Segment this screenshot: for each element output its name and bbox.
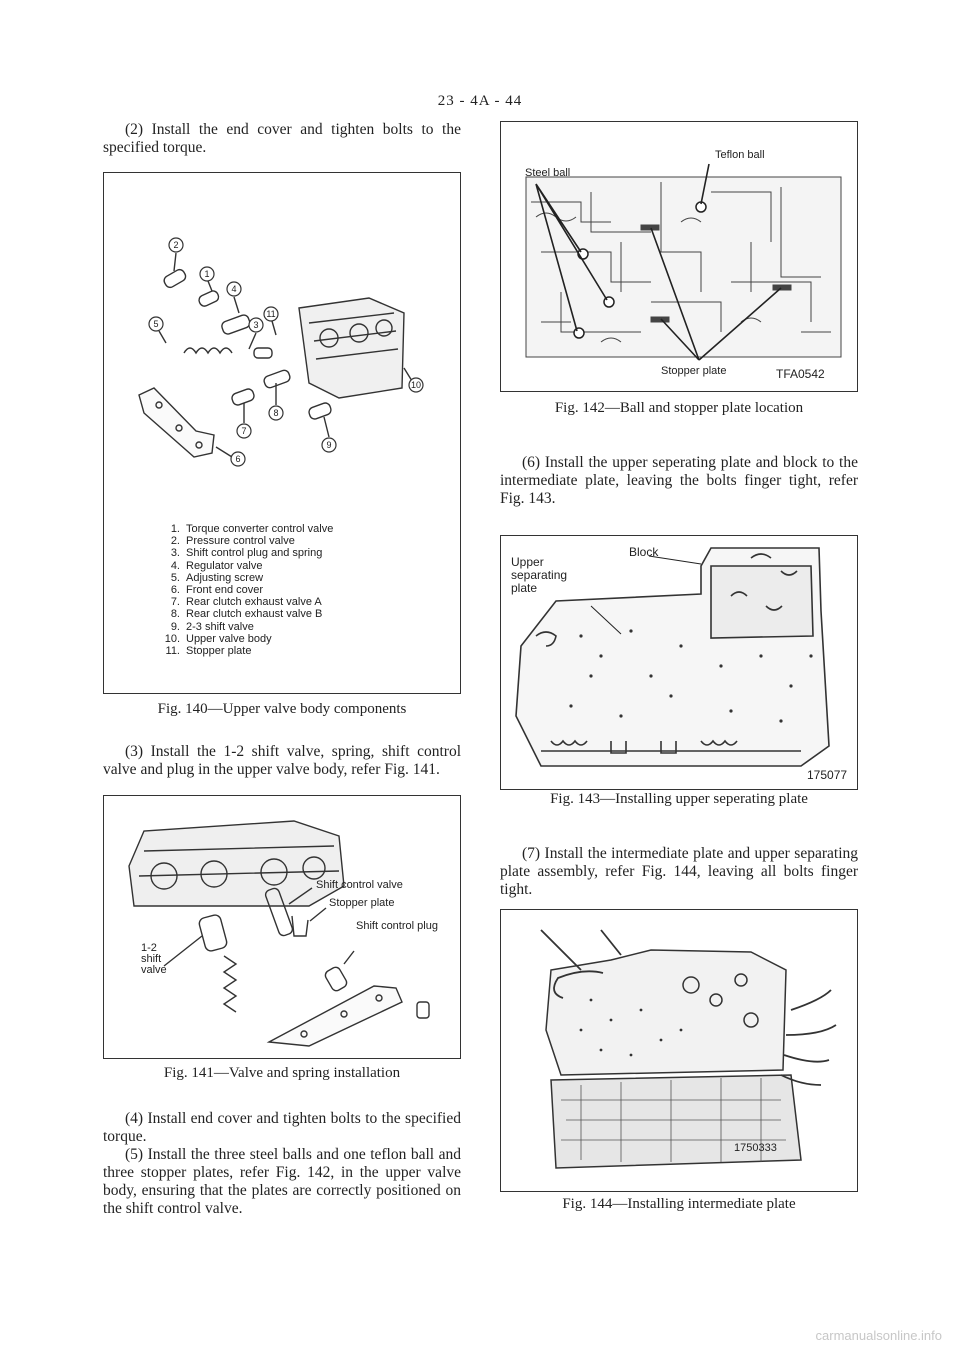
legend-item: 4. Regulator valve [170, 559, 263, 572]
figure-143-caption: Fig. 143—Installing upper seperating plate [550, 791, 808, 807]
watermark: carmanualsonline.info [815, 1328, 942, 1343]
callout-7: 7 [241, 426, 247, 436]
legend-item: 8. Rear clutch exhaust valve B [170, 608, 323, 621]
figure-143-separating-plate [500, 535, 858, 790]
paragraph-step-6: (6) Install the upper seperating plate and block to the intermediate plate, leaving the bolts finger tight, refer Fig. 143. [500, 454, 858, 507]
legend-item: 3. Shift control plug and spring [170, 547, 323, 560]
label-1-2-shift-valve: 1-2 shift valve [141, 942, 167, 976]
figure-140-upper-valve-body [103, 172, 461, 694]
ball-location-diagram [501, 122, 858, 392]
paragraph-step-4: (4) Install end cover and tighten bolts to the specified torque. [103, 1110, 461, 1145]
paragraph-step-7: (7) Install the intermediate plate and upper separating plate assembly, refer Fig. 144, leaving all bolts finger tight. [500, 845, 858, 898]
figure-142-ball-stopper [500, 121, 858, 392]
callout-4: 4 [231, 284, 237, 294]
page-number: 23 - 4A - 44 [437, 93, 523, 109]
figure-144-caption: Fig. 144—Installing intermediate plate [562, 1196, 796, 1212]
figure-code: TFA0542 [776, 367, 825, 381]
paragraph-step-3: (3) Install the 1-2 shift valve, spring, shift control valve and plug in the upper valve body, refer Fig. 141. [103, 743, 461, 778]
figure-141-valve-spring [103, 795, 461, 1059]
legend-item: 9. 2-3 shift valve [170, 620, 254, 633]
label-upper-separating-plate: Upper separating plate [511, 555, 568, 595]
legend-item: 1. Torque converter control valve [170, 523, 334, 535]
figure-140-caption: Fig. 140—Upper valve body components [157, 701, 407, 717]
callout-5: 5 [153, 319, 159, 329]
callout-6: 6 [235, 454, 241, 464]
label-shift-control-plug: Shift control plug [356, 920, 438, 932]
legend-item: 7. Rear clutch exhaust valve A [170, 596, 322, 609]
figure-code: 175077 [807, 768, 848, 782]
callout-9: 9 [326, 440, 332, 450]
legend-item: 2. Pressure control valve [170, 535, 295, 548]
callout-10: 10 [410, 380, 422, 390]
label-teflon-ball: Teflon ball [715, 149, 765, 161]
callout-1: 1 [204, 269, 210, 279]
figure-code: 1750333 [734, 1142, 777, 1154]
label-stopper-plate: Stopper plate [329, 897, 395, 909]
figure-144-intermediate-plate [500, 909, 858, 1192]
paragraph-step-2: (2) Install the end cover and tighten bolts to the specified torque. [103, 121, 461, 156]
legend-item: 6. Front end cover [170, 584, 264, 597]
label-steel-ball: Steel ball [525, 167, 571, 179]
legend-item: 10. Upper valve body [164, 632, 272, 645]
label-block: Block [629, 545, 659, 559]
callout-11: 11 [266, 309, 276, 319]
label-shift-control-valve: Shift control valve [316, 879, 403, 891]
figure-141-caption: Fig. 141—Valve and spring installation [163, 1065, 401, 1081]
figure-142-caption: Fig. 142—Ball and stopper plate location [554, 400, 804, 416]
legend-item: 5. Adjusting screw [170, 571, 264, 584]
legend-item: 11. Stopper plate [165, 645, 252, 658]
component-legend [162, 523, 333, 657]
callout-8: 8 [273, 408, 279, 418]
intermediate-plate-diagram [501, 910, 858, 1192]
callout-3: 3 [253, 320, 259, 330]
label-stopper-plate: Stopper plate [661, 365, 727, 377]
callout-2: 2 [173, 240, 179, 250]
paragraph-step-5: (5) Install the three steel balls and one teflon ball and three stopper plates, refer Fig. 142, in the upper valve body, ensuring that the plates are correctly positioned on the shift control valve. [103, 1146, 461, 1217]
